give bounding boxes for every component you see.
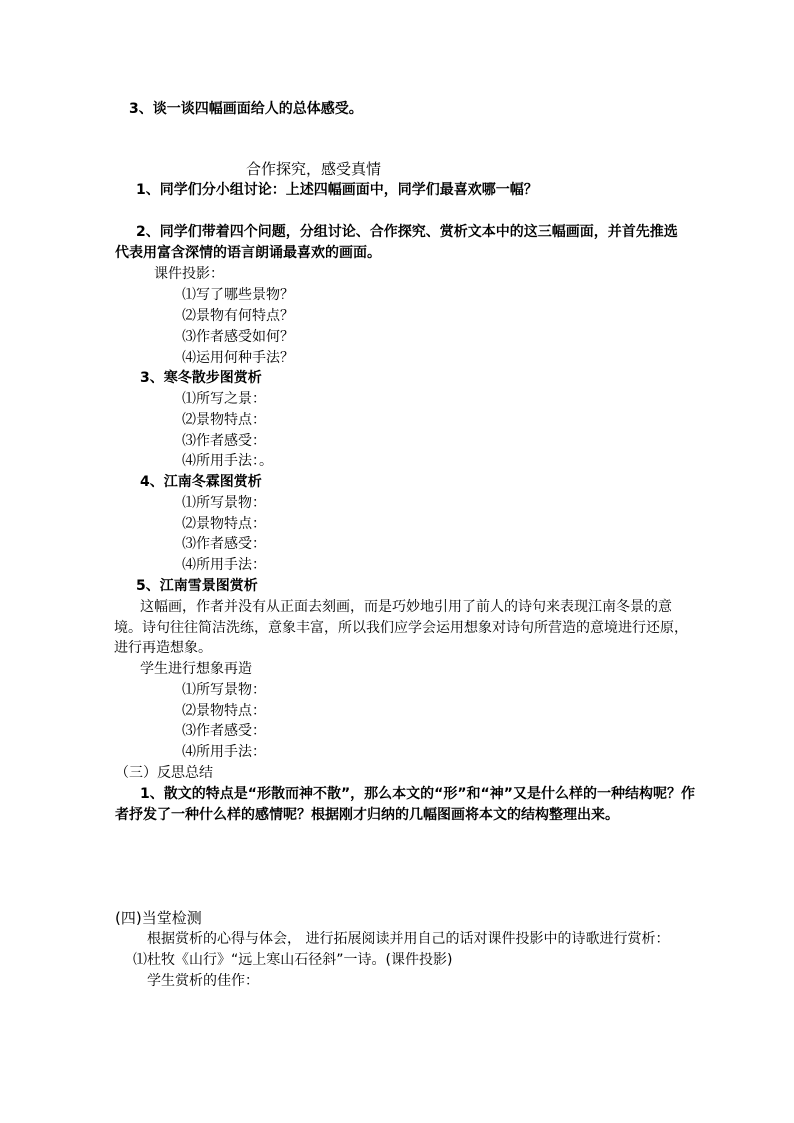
exercise-line: 根据赏析的心得与体会， 进行拓展阅读并用自己的话对课件投影中的诗歌进行赏析： xyxy=(147,931,670,947)
section-4-heading: (四)当堂检测 xyxy=(115,909,202,927)
section-heading: 合作探究，感受真情 xyxy=(246,160,382,178)
question-list-item: ⑴写了哪些景物？ xyxy=(182,287,294,303)
section-3-heading: （三）反思总结 xyxy=(115,765,213,781)
question-3: 3、谈一谈四幅画面给人的总体感受。 xyxy=(129,101,363,117)
analysis-4-heading: 4、江南冬霖图赏析 xyxy=(140,474,262,490)
question-list-item: ⑵景物有何特点？ xyxy=(182,308,294,324)
paragraph-line: 进行再造想象。 xyxy=(114,640,212,656)
courseware-label: 课件投影： xyxy=(154,266,224,282)
analysis-5-heading: 5、江南雪景图赏析 xyxy=(136,578,258,594)
paragraph-line: 境。诗句往往简洁洗练，意象丰富，所以我们应学会运用想象对诗句所营造的意境进行还原， xyxy=(114,620,688,636)
analysis-item: ⑵景物特点： xyxy=(182,703,266,719)
exercise-line: 学生赏析的佳作： xyxy=(147,973,259,989)
reflection-line: 者抒发了一种什么样的感情呢？根据刚才归纳的几幅图画将本文的结构整理出来。 xyxy=(115,807,619,823)
analysis-item: ⑶作者感受： xyxy=(182,433,266,449)
discussion-item-2-line1: 2、同学们带着四个问题，分组讨论、合作探究、赏析文本中的这三幅画面，并首先推选 xyxy=(136,224,678,240)
paragraph-line: 这幅画，作者并没有从正面去刻画，而是巧妙地引用了前人的诗句来表现江南冬景的意 xyxy=(140,599,672,615)
question-list-item: ⑷运用何种手法？ xyxy=(182,350,294,366)
analysis-item: ⑵景物特点： xyxy=(182,516,266,532)
analysis-3-heading: 3、寒冬散步图赏析 xyxy=(140,370,262,386)
analysis-item: ⑴所写景物： xyxy=(182,682,266,698)
reflection-line: 1、散文的特点是“形散而神不散”，那么本文的“形”和“神”又是什么样的一种结构呢？作 xyxy=(140,786,695,802)
student-imagination-label: 学生进行想象再造 xyxy=(140,661,252,677)
exercise-line: ⑴杜牧《山行》“远上寒山石径斜”一诗。(课件投影) xyxy=(133,952,453,968)
analysis-item: ⑵景物特点： xyxy=(182,412,266,428)
analysis-item: ⑴所写景物： xyxy=(182,495,266,511)
analysis-item: ⑷所用手法：。 xyxy=(182,453,273,469)
analysis-item: ⑶作者感受： xyxy=(182,536,266,552)
question-list-item: ⑶作者感受如何？ xyxy=(182,329,294,345)
analysis-item: ⑷所用手法： xyxy=(182,744,266,760)
discussion-item-1: 1、同学们分小组讨论：上述四幅画面中，同学们最喜欢哪一幅？ xyxy=(136,182,538,198)
discussion-item-2-line2: 代表用富含深情的语言朗诵最喜欢的画面。 xyxy=(115,245,381,261)
analysis-item: ⑶作者感受： xyxy=(182,723,266,739)
analysis-item: ⑷所用手法： xyxy=(182,557,266,573)
analysis-item: ⑴所写之景： xyxy=(182,391,266,407)
